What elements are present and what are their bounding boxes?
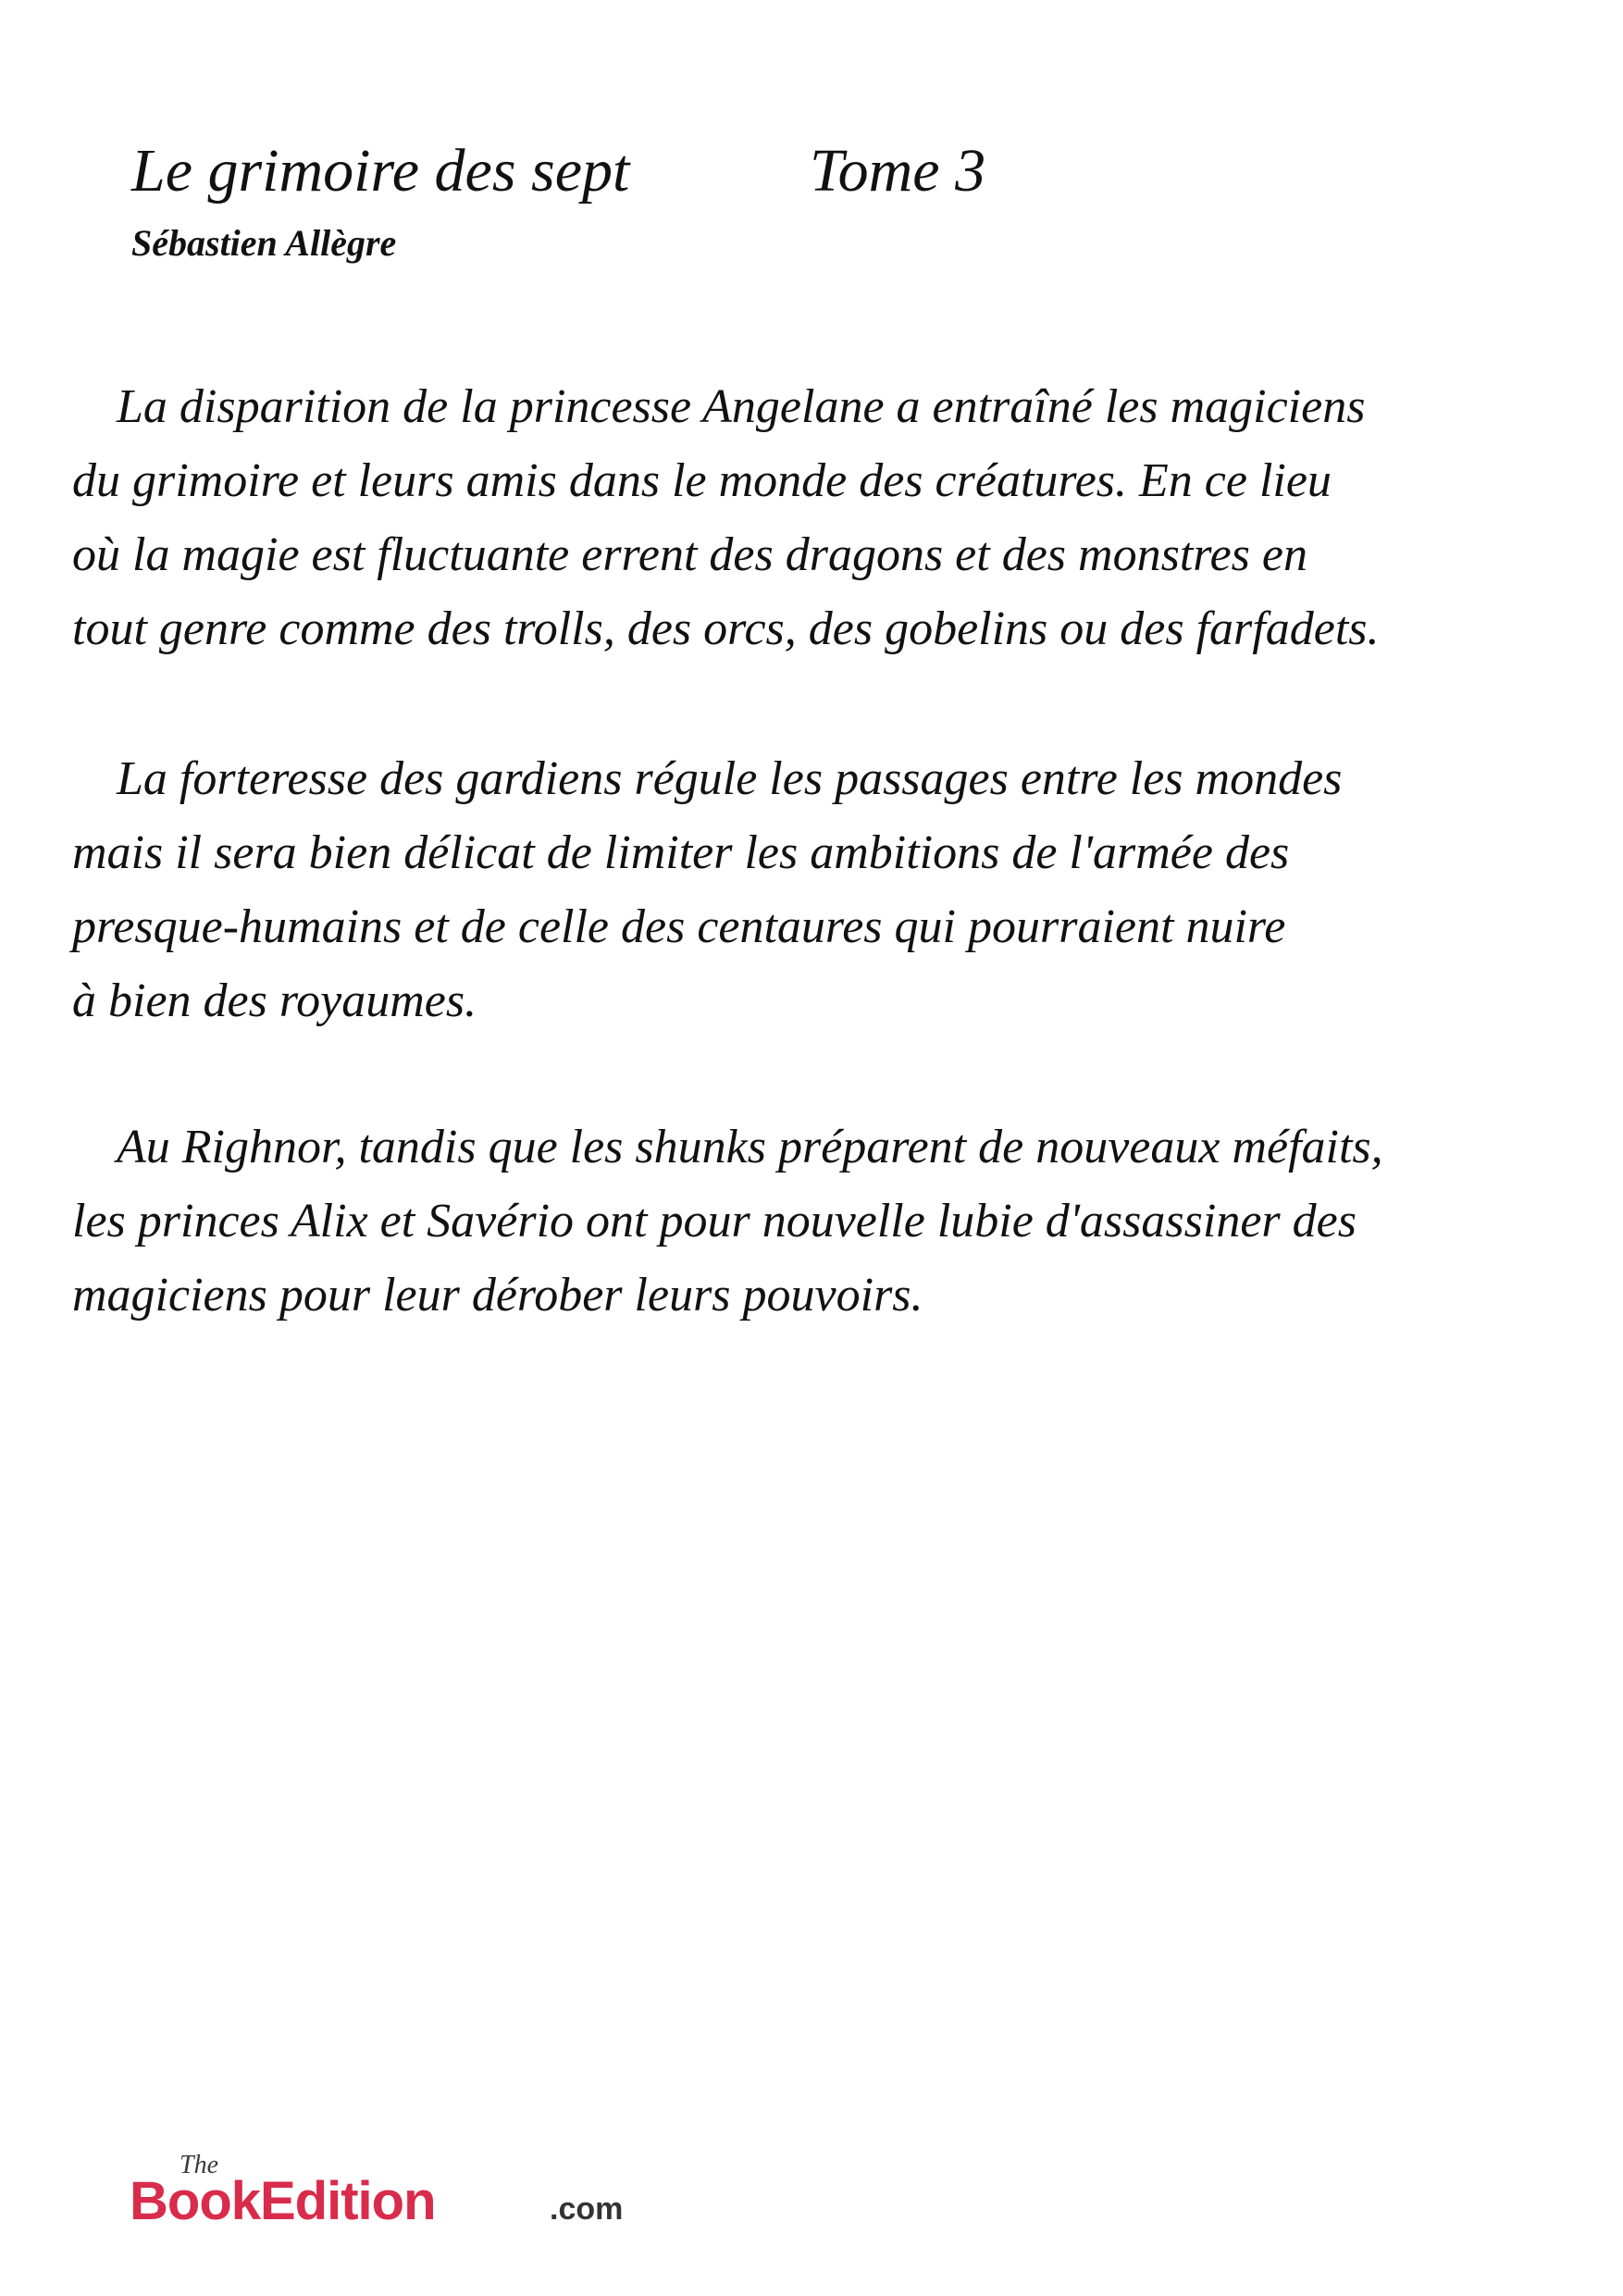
logo-brand: BookEdition [130,2171,436,2231]
paragraph-3 [72,1111,1590,1333]
paragraph-line: La forteresse des gardiens régule les passages entre les mondes [117,752,1343,805]
author-name: Sébastien Allègre [131,222,397,264]
paragraph-line: La disparition de la princesse Angelane a entraîné les magiciens [117,380,1366,433]
book-title-line [131,130,1427,213]
paragraph-line: Au Righnor, tandis que les shunks préparent de nouveaux méfaits, [117,1121,1383,1173]
paragraph-line: tout genre comme des trolls, des orcs, des gobelins ou des farfadets. [72,602,1380,655]
book-volume: Tome 3 [810,137,986,205]
paragraph-line: magiciens pour leur dérober leurs pouvoirs. [72,1269,923,1322]
paragraph-line: les princes Alix et Savério ont pour nouvelle lubie d'assassiner des [72,1195,1357,1247]
paragraph-line: du grimoire et leurs amis dans le monde des créatures. En ce lieu [72,454,1332,507]
logo-suffix: .com [550,2191,624,2227]
publisher-logo [130,2152,648,2235]
paragraph-line: mais il sera bien délicat de limiter les ambitions de l'armée des [72,826,1290,879]
paragraph-1 [72,370,1590,666]
paragraph-line: où la magie est fluctuante errent des dragons et des monstres en [72,528,1307,581]
paragraph-line: presque-humains et de celle des centaures qui pourraient nuire [72,900,1286,953]
logo-prefix: The [180,2151,218,2179]
paragraph-2 [72,742,1590,1038]
book-title: Le grimoire des sept [131,137,630,205]
paragraph-line: à bien des royaumes. [72,974,477,1027]
